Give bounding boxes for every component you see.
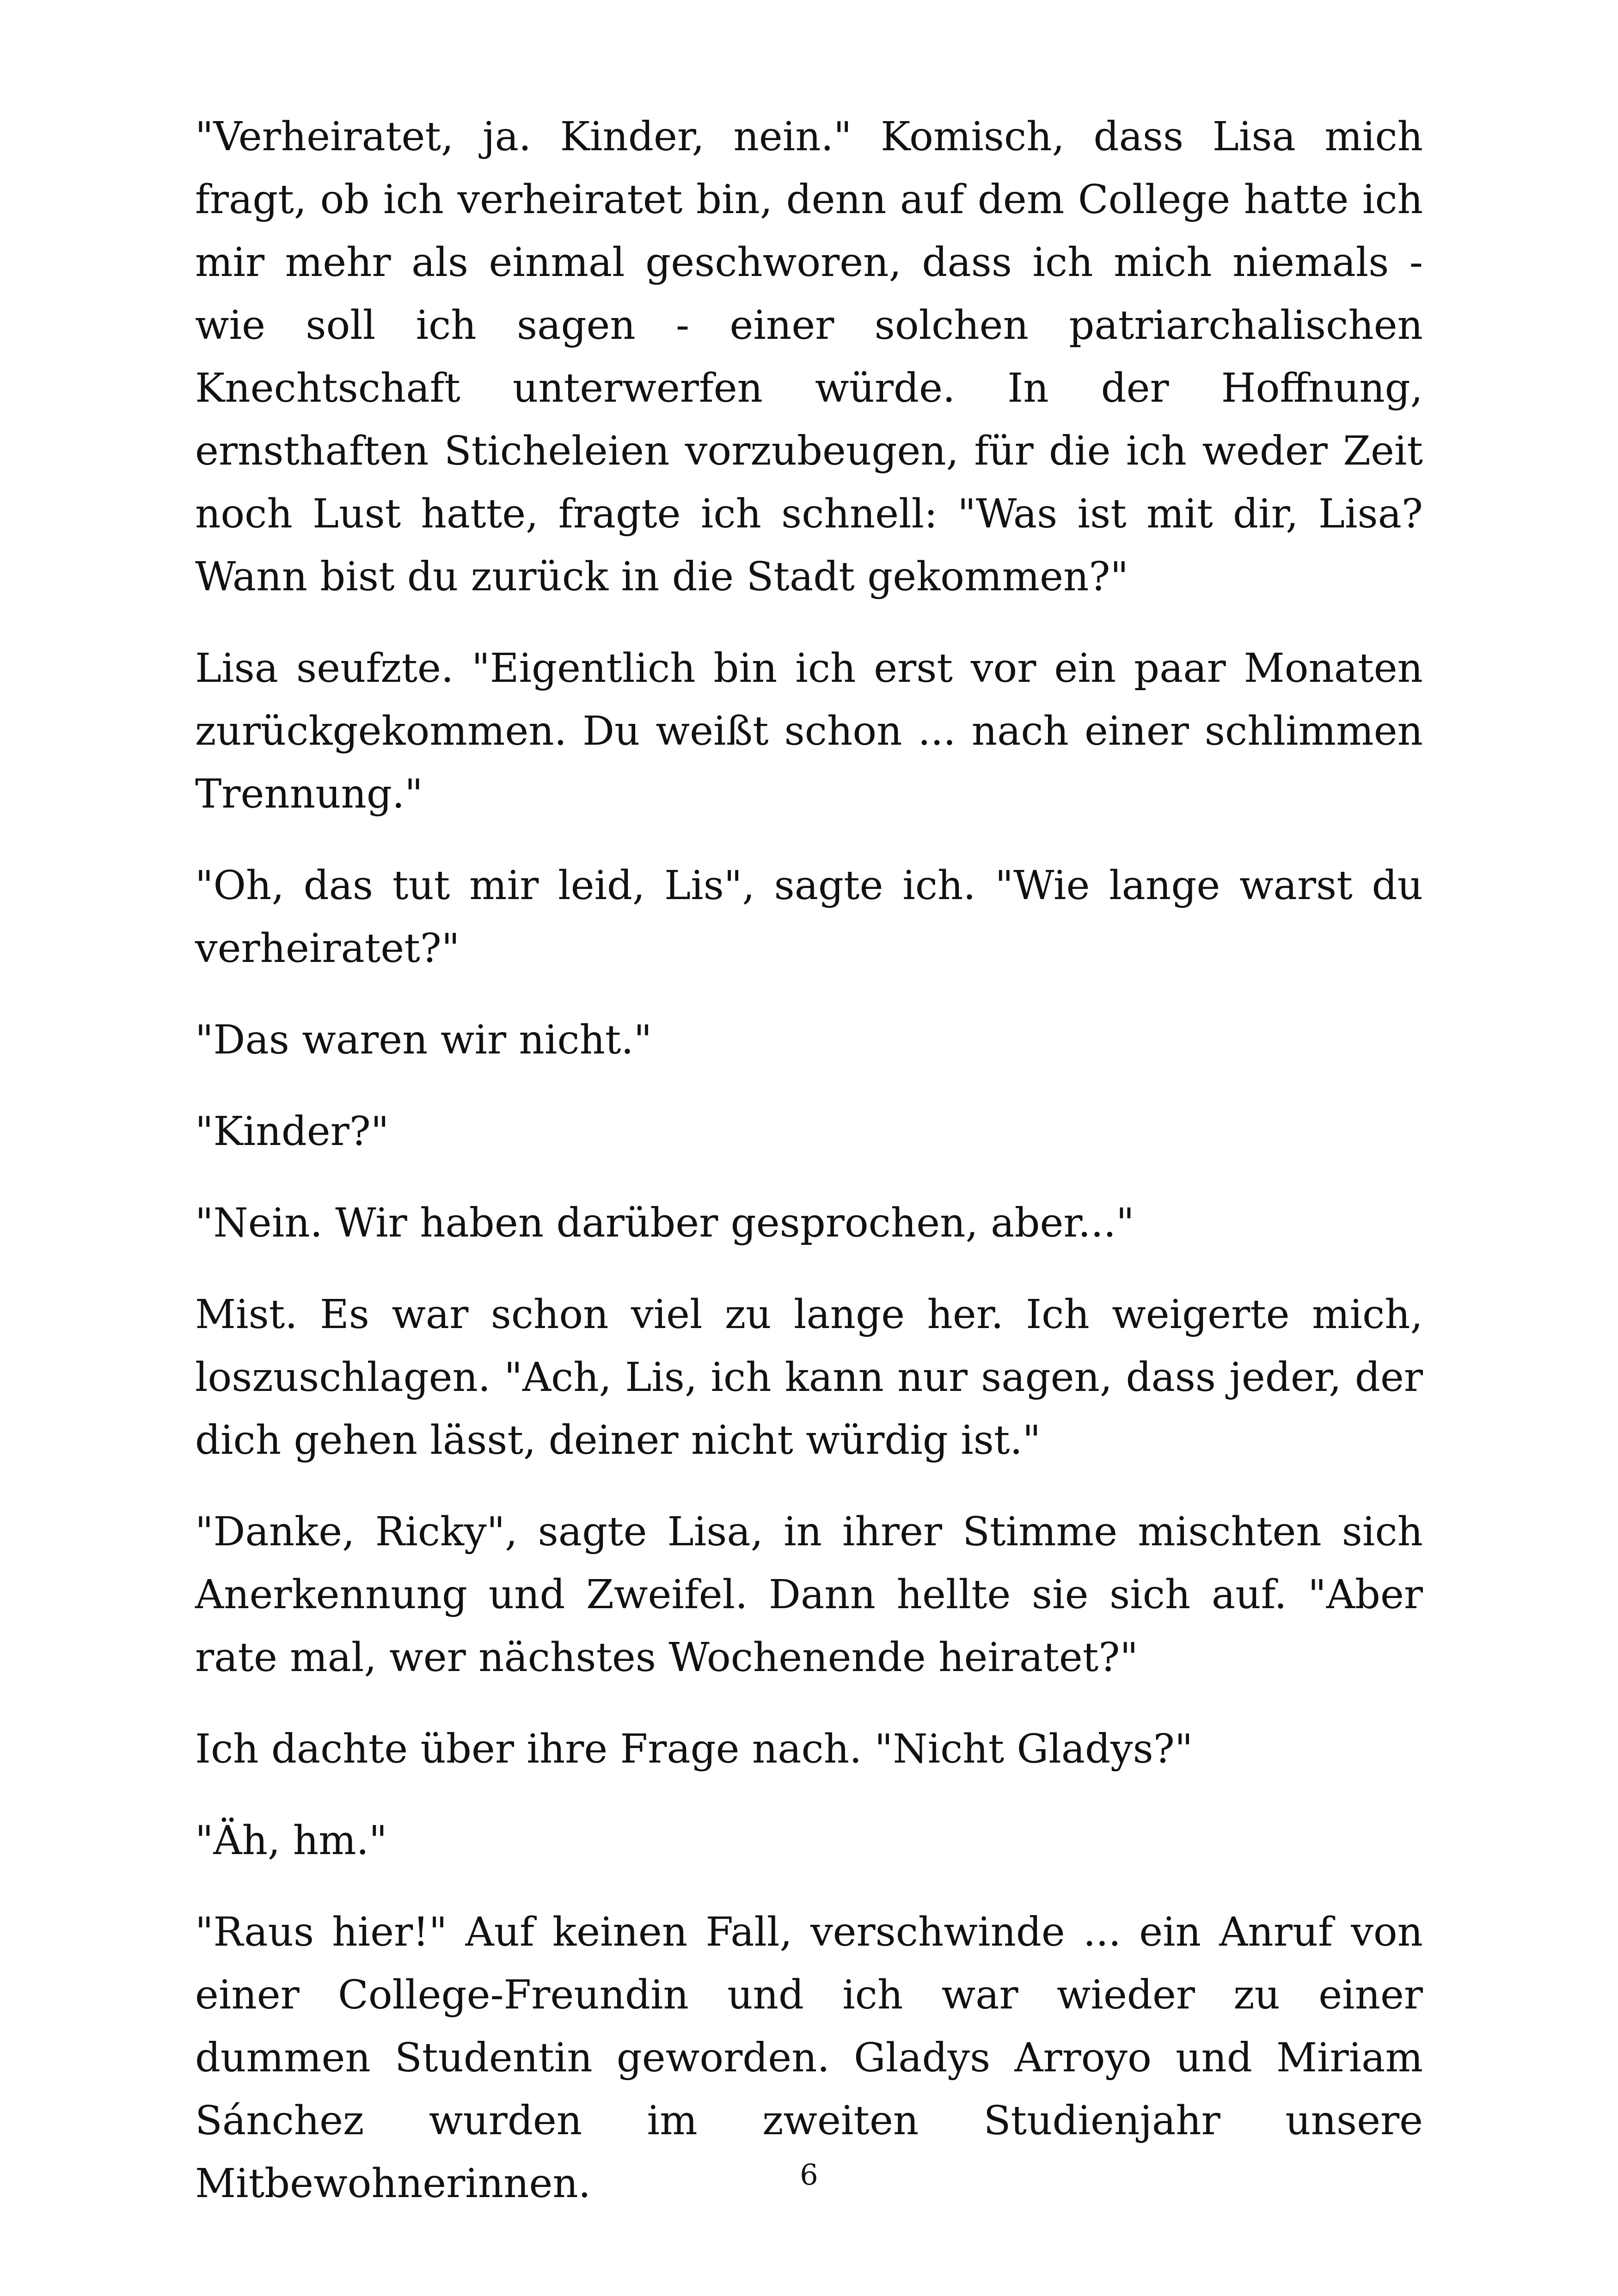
paragraph: "Verheiratet, ja. Kinder, nein." Komisch, dass Lisa mich fragt, ob ich verheiratet bin, denn auf dem College hatte ich mir mehr als einmal geschworen, dass ich mich niemals - wie soll ich sagen - einer solchen patriarchalischen Knechtschaft unterwerfen würde. In der Hoffnung, ernsthaften Sticheleien vorzubeugen, für die ich weder Zeit noch Lust hatte, fragte ich schnell: "Was ist mit dir, Lisa? Wann bist du zurück in die Stadt gekommen?" [195, 114, 1423, 600]
body-text [195, 105, 1423, 2215]
paragraph: "Nein. Wir haben darüber gesprochen, aber..." [195, 1200, 1134, 1246]
paragraph: "Oh, das tut mir leid, Lis", sagte ich. "Wie lange warst du verheiratet?" [195, 863, 1423, 972]
paragraph: Ich dachte über ihre Frage nach. "Nicht Gladys?" [195, 1726, 1193, 1772]
page-number: 6 [800, 2158, 818, 2192]
paragraph: "Das waren wir nicht." [195, 1017, 652, 1063]
paragraph: "Kinder?" [195, 1108, 389, 1155]
paragraph: "Danke, Ricky", sagte Lisa, in ihrer Stimme mischten sich Anerkennung und Zweifel. Dann hellte sie sich auf. "Aber rate mal, wer nächstes Wochenende heiratet?" [195, 1509, 1423, 1681]
paragraph: "Äh, hm." [195, 1818, 387, 1864]
paragraph: Mist. Es war schon viel zu lange her. Ich weigerte mich, loszuschlagen. "Ach, Lis, ich kann nur sagen, dass jeder, der dich gehen lässt, deiner nicht würdig ist." [195, 1292, 1423, 1463]
paragraph: Lisa seufzte. "Eigentlich bin ich erst vor ein paar Monaten zurückgekommen. Du weißt schon ... nach einer schlimmen Trennung." [195, 645, 1423, 817]
paragraph: "Raus hier!" Auf keinen Fall, verschwinde ... ein Anruf von einer College-Freundin und ich war wieder zu einer dummen Studentin geworden. Gladys Arroyo und Miriam Sánchez wurden im zweiten Studienjahr unsere Mitbewohnerinnen. [195, 1909, 1423, 2207]
